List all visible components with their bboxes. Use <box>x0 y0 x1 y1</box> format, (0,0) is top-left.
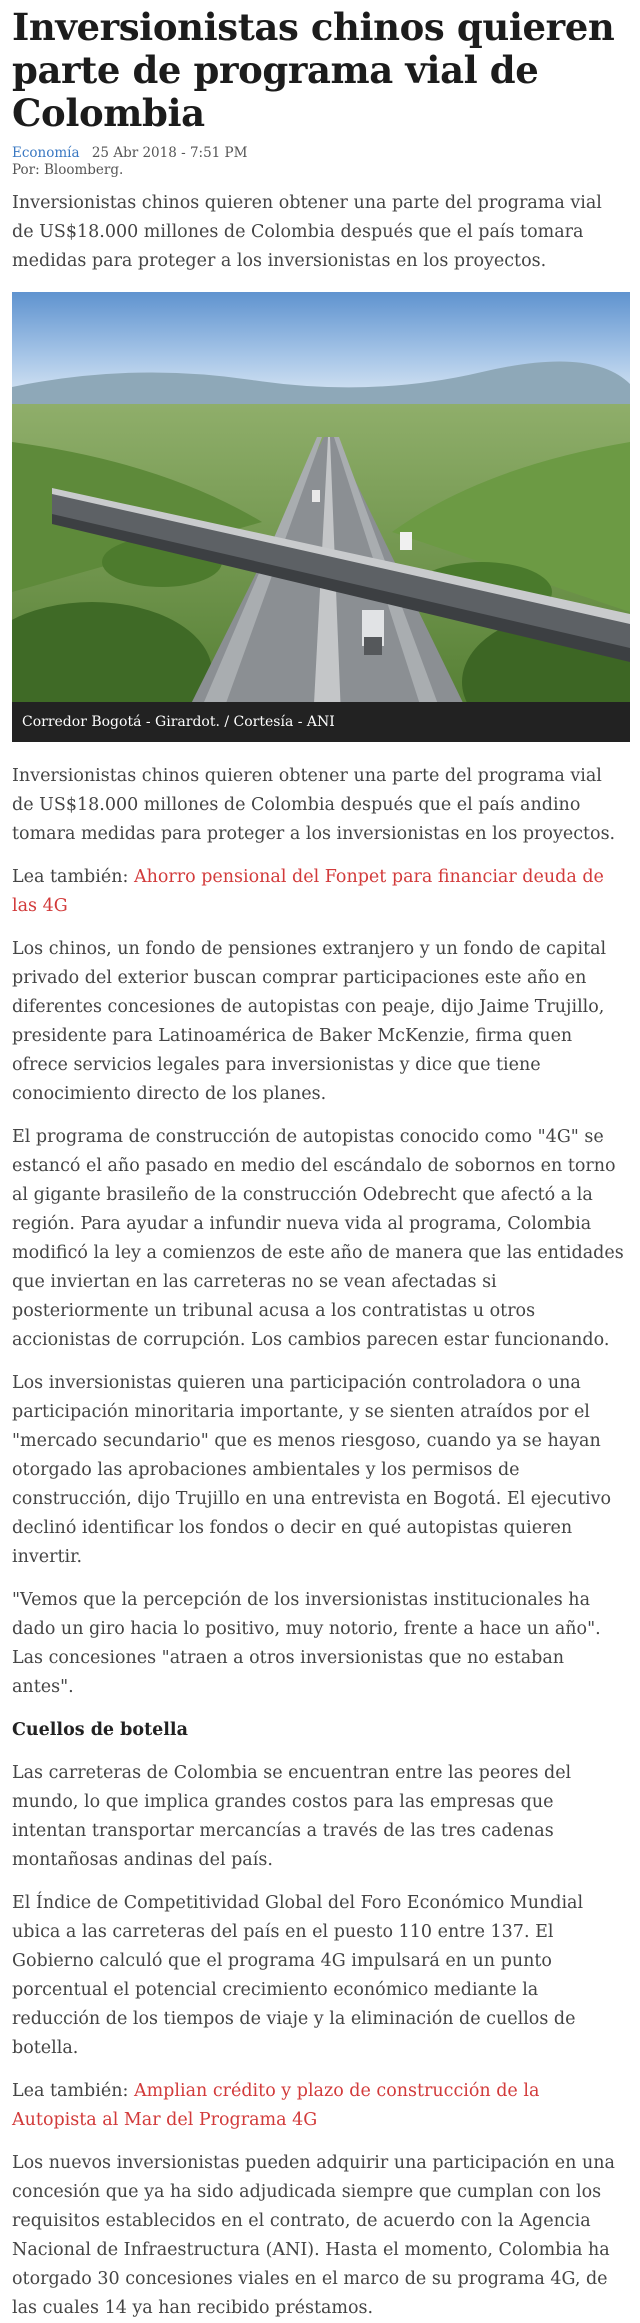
section-link[interactable]: Economía <box>12 145 80 161</box>
paragraph: Los inversionistas quieren una participación controladora o una participación minoritaria importante, y se sienten atraídos por el "mercado secundario" que es menos riesgoso, cuando ya se hayan otorgado las aprobaciones ambientales y los permisos de construcción, dijo Trujillo en una entrevista en Bogotá. El ejecutivo declinó identificar los fondos o decir en qué autopistas quieren invertir. <box>12 1373 612 1567</box>
article-meta <box>12 145 628 179</box>
article-image <box>12 292 630 742</box>
article-title: Inversionistas chinos quieren parte de programa vial de Colombia <box>12 5 615 135</box>
read-also-prefix: Lea también: <box>12 867 129 887</box>
paragraph: Los nuevos inversionistas pueden adquirir una participación en una concesión que ya ha sido adjudicada siempre que cumplan con los requisitos establecidos en el contrato, de acuerdo con la Agencia Nacional de Infraestructura (ANI). Hasta el momento, Colombia ha otorgado 30 concesiones viales en el marco de su programa 4G, de las cuales 14 ya han recibido préstamos. <box>12 2153 615 2318</box>
paragraph: Las carreteras de Colombia se encuentran entre las peores del mundo, lo que implica grandes costos para las empresas que intentan transportar mercancías a través de las tres cadenas montañosas andinas del país. <box>12 1763 572 1870</box>
read-also-prefix: Lea también: <box>12 2081 129 2101</box>
paragraph: El Índice de Competitividad Global del Foro Económico Mundial ubica a las carreteras del país en el puesto 110 entre 137. El Gobierno calculó que el programa 4G impulsará en un punto porcentual el potencial crecimiento económico mediante la reducción de los tiempos de viaje y la eliminación de cuellos de botella. <box>12 1893 584 2058</box>
subheading: Cuellos de botella <box>12 1720 188 1740</box>
paragraph: Inversionistas chinos quieren obtener una parte del programa vial de US$18.000 millones de Colombia después que el país andino tomara medidas para proteger a los inversionistas en los proyectos. <box>12 766 616 844</box>
related-article-link[interactable]: Ahorro pensional del Fonpet para financiar deuda de las 4G <box>12 867 604 916</box>
paragraph: "Vemos que la percepción de los inversionistas institucionales ha dado un giro hacia lo positivo, muy notorio, frente a hace un año". Las concesiones "atraen a otros inversionistas que no estaban antes". <box>12 1590 601 1697</box>
read-also <box>12 2077 628 2135</box>
paragraph: El programa de construcción de autopistas conocido como "4G" se estancó el año pasado en medio del escándalo de sobornos en torno al gigante brasileño de la construcción Odebrecht que afectó a la región. Para ayudar a infundir nueva vida al programa, Colombia modificó la ley a comienzos de este año de manera que las entidades que inviertan en las carreteras no se vean afectadas si posteriormente un tribunal acusa a los contratistas u otros accionistas de corrupción. Los cambios parecen estar funcionando. <box>12 1127 624 1350</box>
highway-photo <box>12 292 630 742</box>
related-article-link[interactable]: Amplian crédito y plazo de construcción de la Autopista al Mar del Programa 4G <box>12 2081 540 2130</box>
paragraph: Los chinos, un fondo de pensiones extranjero y un fondo de capital privado del exterior buscan comprar participaciones este año en diferentes concesiones de autopistas con peaje, dijo Jaime Trujillo, presidente para Latinoamérica de Baker McKenzie, firma quen ofrece servicios legales para inversionistas y dice que tiene conocimiento directo de los planes. <box>12 939 607 1104</box>
image-caption: Corredor Bogotá - Girardot. / Cortesía - ANI <box>12 702 630 742</box>
read-also <box>12 863 628 921</box>
article-lead: Inversionistas chinos quieren obtener una parte del programa vial de US$18.000 millones de Colombia después que el país tomara medidas para proteger a los inversionistas en los proyectos. <box>12 193 602 271</box>
article-body <box>12 762 628 2323</box>
byline: Por: Bloomberg. <box>12 162 124 178</box>
publish-date: 25 Abr 2018 - 7:51 PM <box>91 145 248 161</box>
